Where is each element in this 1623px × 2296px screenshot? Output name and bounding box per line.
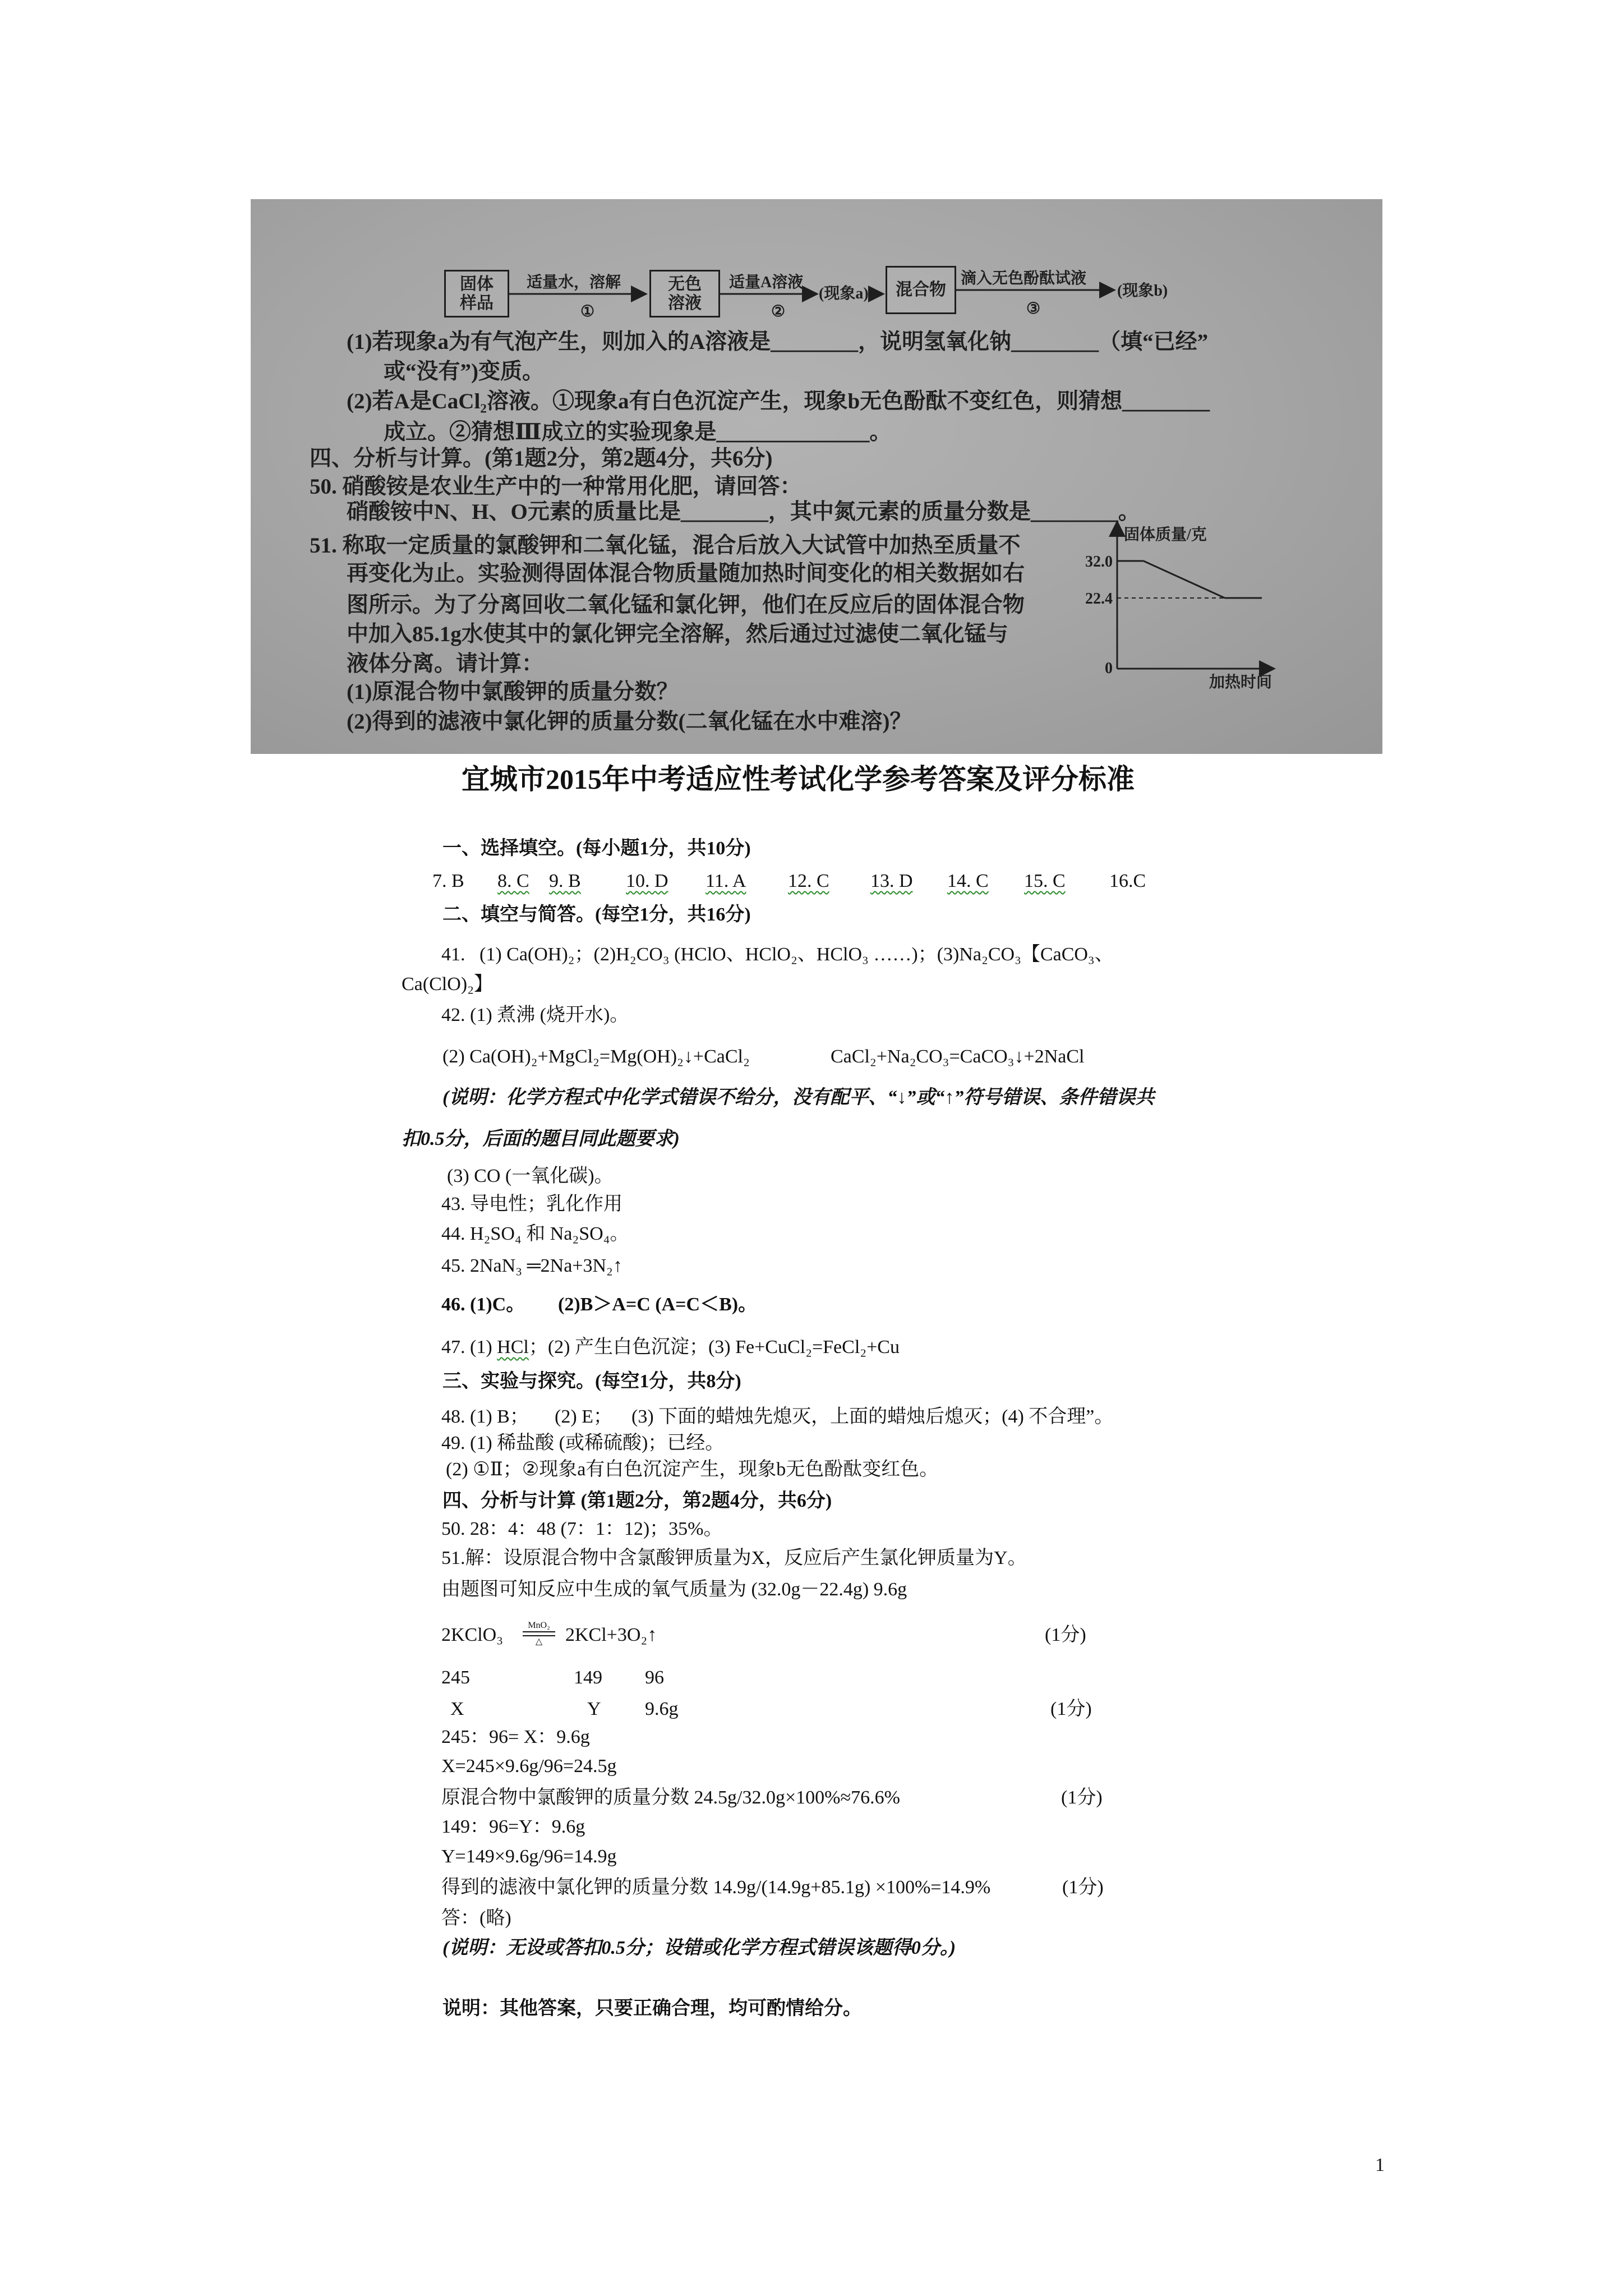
curve-decrease bbox=[1144, 561, 1225, 598]
answer-prefix: 47. (1) bbox=[441, 1337, 497, 1358]
mass-time-graph bbox=[1054, 505, 1290, 696]
answer-line: 42. (1) 煮沸 (烧开水)。 bbox=[441, 1005, 629, 1025]
flow-box-colorless-solution bbox=[649, 270, 720, 318]
flow-step1-label: 适量水，溶解 bbox=[527, 274, 621, 291]
oxygen-mass: 9.6g bbox=[645, 1699, 679, 1719]
question-line: (1)原混合物中氯酸钾的质量分数？ bbox=[347, 680, 679, 704]
question-line: 中加入85.1g水使其中的氯化钾完全溶解，然后通过过滤使二氧化锰与 bbox=[347, 622, 1008, 646]
question-line: 或“没有”)变质。 bbox=[384, 360, 544, 384]
answer-rest: ；(2) 产生白色沉淀；(3) Fe+CuCl₂=FeCl₂+Cu bbox=[528, 1337, 900, 1358]
relative-mass: 149 bbox=[574, 1667, 602, 1688]
answer-line: (2) ①Ⅱ；②现象a有白色沉淀产生，现象b无色酚酞变红色。 bbox=[446, 1459, 939, 1480]
answer-line: Ca(ClO)₂】 bbox=[402, 974, 493, 995]
flow-box-line: 溶液 bbox=[668, 293, 702, 312]
score-mark: (1分) bbox=[1061, 1787, 1103, 1808]
page-number: 1 bbox=[1375, 2155, 1385, 2175]
answer-line: 48. (1) B； bbox=[441, 1406, 529, 1427]
answer-line: (3) 下面的蜡烛先熄灭，上面的蜡烛后熄灭；(4) 不合理”。 bbox=[631, 1406, 1114, 1427]
y-axis-label: 固体质量/克 bbox=[1124, 526, 1207, 544]
flow-step1-number: ① bbox=[580, 303, 595, 320]
section-heading: 四、分析与计算 (第1题2分，第2题4分，共6分) bbox=[442, 1490, 832, 1511]
flow-step3-label: 滴入无色酚酞试液 bbox=[961, 270, 1087, 287]
solution-line: X=245×9.6g/96=24.5g bbox=[441, 1756, 617, 1777]
answer-line: 46. (1)C。 bbox=[441, 1294, 525, 1315]
answer-line: (2) E； bbox=[555, 1406, 612, 1427]
choice-answer: 9. B bbox=[549, 871, 581, 891]
chemical-equation: (2) Ca(OH)₂+MgCl₂=Mg(OH)₂↓+CaCl₂ bbox=[442, 1046, 750, 1067]
answer-line: (1) Ca(OH)₂；(2)H₂CO₃ (HClO、HClO₂、HClO₃ ……)；(3)Na₂CO₃【CaCO₃、 bbox=[479, 944, 1114, 965]
grading-note: 扣0.5分，后面的题目同此题要求) bbox=[402, 1129, 680, 1149]
solution-line: Y=149×9.6g/96=14.9g bbox=[441, 1846, 617, 1867]
reaction-condition bbox=[520, 1621, 557, 1646]
score-mark: (1分) bbox=[1050, 1699, 1092, 1719]
score-mark: (1分) bbox=[1045, 1625, 1086, 1645]
flow-step2-number: ② bbox=[771, 303, 786, 320]
choice-answer: 14. C bbox=[947, 871, 989, 891]
choice-answer: 8. C bbox=[497, 871, 529, 891]
heat-symbol: △ bbox=[535, 1637, 543, 1646]
answer-line: 43. 导电性；乳化作用 bbox=[441, 1194, 623, 1214]
origin-label: 0 bbox=[1105, 660, 1113, 677]
flow-step2-label: 适量A溶液 bbox=[729, 274, 804, 291]
solution-line: 答：(略) bbox=[441, 1908, 511, 1929]
solution-line: 51.解：设原混合物中含氯酸钾质量为X，反应后产生氯化钾质量为Y。 bbox=[441, 1548, 1027, 1568]
flow-box-solid-sample bbox=[444, 270, 509, 318]
question-line: 再变化为止。实验测得固体混合物质量随加热时间变化的相关数据如右 bbox=[347, 562, 1025, 586]
relative-mass: 245 bbox=[441, 1667, 470, 1688]
answer-line: 50. 28：4：48 (7：1：12)；35%。 bbox=[441, 1519, 723, 1539]
equals-sign bbox=[523, 1631, 555, 1636]
equals-sign: ═ bbox=[527, 1255, 541, 1276]
equation-left: 2KClO₃ bbox=[441, 1625, 504, 1645]
question-number: 41. bbox=[441, 944, 465, 965]
flow-box-line: 混合物 bbox=[896, 280, 946, 299]
flow-box-line: 固体 bbox=[460, 274, 494, 293]
flow-box-line: 样品 bbox=[460, 293, 494, 312]
relative-mass: 96 bbox=[645, 1667, 664, 1688]
flow-step3-number: ③ bbox=[1026, 300, 1041, 318]
question-line: 图所示。为了分离回收二氧化锰和氯化钾，他们在反应后的固体混合物 bbox=[347, 593, 1025, 617]
flow-box-line: 无色 bbox=[668, 274, 702, 293]
solution-line: 由题图可知反应中生成的氧气质量为 (32.0g－22.4g) 9.6g bbox=[441, 1579, 907, 1600]
flow-phenomenon-a: (现象a) bbox=[819, 285, 869, 302]
chemical-equation bbox=[441, 1255, 623, 1277]
equation-right: 2KCl+3O₂↑ bbox=[565, 1625, 657, 1645]
question-line: 硝酸铵中N、H、O元素的质量比是________，其中氮元素的质量分数是________。 bbox=[347, 500, 1140, 524]
equation-right: 2Na+3N₂↑ bbox=[540, 1255, 623, 1276]
solution-line: 得到的滤液中氯化钾的质量分数 14.9g/(14.9g+85.1g) ×100%=14.9% bbox=[441, 1877, 991, 1898]
answer-line: (2)B＞A=C (A=C＜B)。 bbox=[558, 1294, 758, 1315]
choice-answer: 10. D bbox=[626, 871, 668, 891]
answer-line: (3) CO (一氧化碳)。 bbox=[447, 1166, 614, 1186]
section-heading: 二、填空与简答。(每空1分，共16分) bbox=[442, 904, 751, 925]
choice-answer: 7. B bbox=[432, 871, 464, 891]
tick-label-high: 32.0 bbox=[1085, 553, 1113, 570]
answer-key-title: 宜城市2015年中考适应性考试化学参考答案及评分标准 bbox=[462, 763, 1135, 795]
answer-line: 49. (1) 稀盐酸 (或稀硫酸)；已经。 bbox=[441, 1433, 725, 1453]
catalyst-label: MnO₂ bbox=[528, 1621, 550, 1630]
answer-line: 44. H₂SO₄ 和 Na₂SO₄。 bbox=[441, 1223, 629, 1244]
score-mark: (1分) bbox=[1062, 1877, 1104, 1898]
grading-note: (说明：无设或答扣0.5分；设错或化学方程式错误该题得0分。) bbox=[442, 1938, 956, 1958]
formula-hcl: HCl bbox=[497, 1337, 529, 1358]
choice-answer: 11. A bbox=[706, 871, 746, 891]
unknown-y: Y bbox=[587, 1699, 601, 1719]
unknown-x: X bbox=[450, 1699, 464, 1719]
flow-box-mixture bbox=[886, 266, 956, 314]
question-line: 成立。②猜想Ⅲ成立的实验现象是______________。 bbox=[384, 420, 892, 444]
answer-line bbox=[441, 1337, 900, 1358]
section-heading: 一、选择填空。(每小题1分，共10分) bbox=[442, 838, 751, 859]
equation-left: 45. 2NaN₃ bbox=[441, 1255, 527, 1276]
section-heading: 三、实验与探究。(每空1分，共8分) bbox=[442, 1371, 741, 1392]
solution-line: 149：96=Y：9.6g bbox=[441, 1816, 585, 1837]
choice-answer: 15. C bbox=[1024, 871, 1066, 891]
question-line: (1)若现象a为有气泡产生，则加入的A溶液是________，说明氢氧化钠________（填“已经” bbox=[347, 330, 1209, 354]
solution-line: 原混合物中氯酸钾的质量分数 24.5g/32.0g×100%≈76.6% bbox=[441, 1787, 900, 1808]
grading-note: (说明：化学方程式中化学式错误不给分，没有配平、“↓”或“↑”符号错误、条件错误共 bbox=[442, 1087, 1155, 1108]
chemical-equation: CaCl₂+Na₂CO₃=CaCO₃↓+2NaCl bbox=[831, 1046, 1085, 1067]
flow-phenomenon-b: (现象b) bbox=[1117, 282, 1168, 300]
question-line: 51. 称取一定质量的氯酸钾和二氧化锰，混合后放入大试管中加热至质量不 bbox=[310, 533, 1021, 558]
solution-line: 245：96= X：9.6g bbox=[441, 1727, 590, 1747]
exam-question-photo bbox=[251, 199, 1382, 754]
choice-answer: 16.C bbox=[1109, 871, 1146, 891]
final-grading-note: 说明：其他答案，只要正确合理，均可酌情给分。 bbox=[442, 1998, 862, 2019]
x-axis-label: 加热时间 bbox=[1209, 674, 1272, 691]
question-line: 液体分离。请计算： bbox=[347, 652, 544, 676]
question-line: (2)若A是CaCl₂溶液。①现象a有白色沉淀产生，现象b无色酚酞不变红色，则猜想________ bbox=[347, 389, 1210, 413]
tick-label-low: 22.4 bbox=[1085, 590, 1113, 608]
section-heading: 四、分析与计算。(第1题2分，第2题4分，共6分) bbox=[310, 447, 773, 471]
choice-answer: 13. D bbox=[870, 871, 913, 891]
question-line: 50. 硝酸铵是农业生产中的一种常用化肥，请回答： bbox=[310, 475, 802, 499]
choice-answer: 12. C bbox=[788, 871, 829, 891]
question-line: (2)得到的滤液中氯化钾的质量分数(二氧化锰在水中难溶)？ bbox=[347, 710, 912, 734]
